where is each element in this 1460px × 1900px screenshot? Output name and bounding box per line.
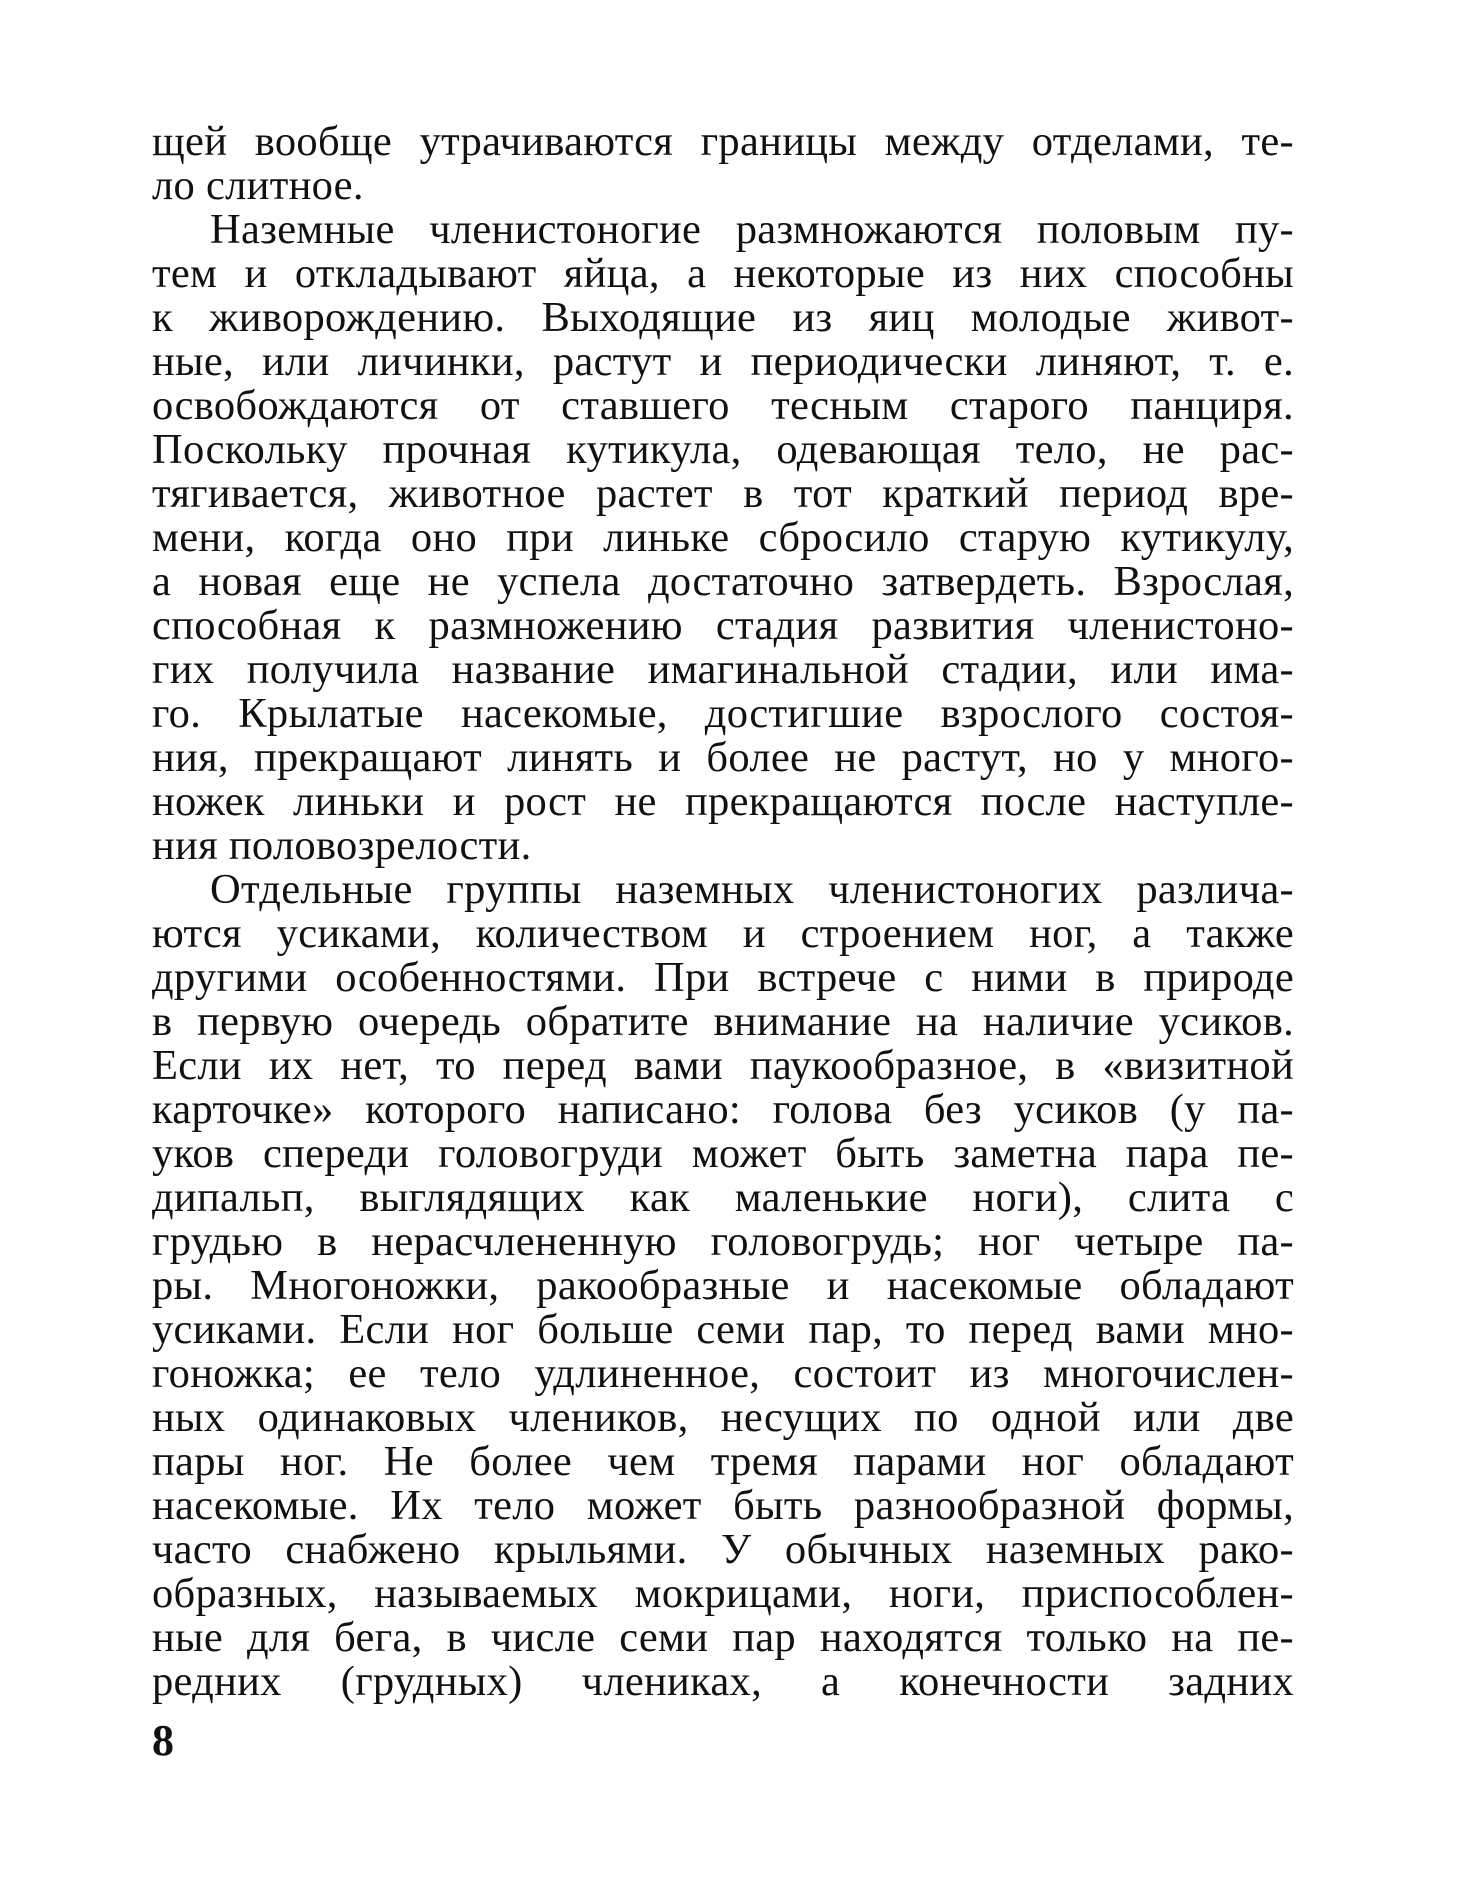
text-line: тягивается, животное растет в тот краткий период вре-: [152, 470, 1294, 517]
text-line: Поскольку прочная кутикула, одевающая тело, не рас-: [152, 426, 1294, 473]
text-line: ных одинаковых члеников, несущих по одной или две: [152, 1394, 1294, 1441]
text-line: насекомые. Их тело может быть разнообразной формы,: [152, 1482, 1294, 1529]
text-line: тем и откладывают яйца, а некоторые из них способны: [152, 250, 1294, 297]
text-line: Если их нет, то перед вами паукообразное, в «визитной: [152, 1042, 1294, 1089]
text-line: ры. Многоножки, ракообразные и насекомые обладают: [152, 1262, 1294, 1309]
text-line: Отдельные группы наземных членистоногих различа-: [210, 866, 1294, 913]
text-line: образных, называемых мокрицами, ноги, приспособлен-: [152, 1570, 1294, 1617]
text-line: пары ног. Не более чем тремя парами ног обладают: [152, 1438, 1294, 1485]
text-line: часто снабжено крыльями. У обычных наземных рако-: [152, 1526, 1294, 1573]
text-line: Наземные членистоногие размножаются половым пу-: [210, 206, 1294, 253]
paragraph: [152, 120, 1294, 208]
text-line: ния половозрелости.: [152, 822, 532, 869]
text-line: в первую очередь обратите внимание на наличие усиков.: [152, 998, 1294, 1045]
text-line: усиками. Если ног больше семи пар, то перед вами мно-: [152, 1306, 1294, 1353]
text-line: способная к размножению стадия развития членистоно-: [152, 602, 1294, 649]
text-line: карточке» которого написано: голова без усиков (у па-: [152, 1086, 1294, 1133]
text-line: ло слитное.: [152, 162, 364, 209]
text-line: ные, или личинки, растут и периодически линяют, т. е.: [152, 338, 1294, 385]
text-line: к живорождению. Выходящие из яиц молодые живот-: [152, 294, 1294, 341]
text-line: а новая еще не успела достаточно затвердеть. Взрослая,: [152, 558, 1294, 605]
text-line: грудью в нерасчлененную головогрудь; ног четыре па-: [152, 1218, 1294, 1265]
paragraph: [152, 868, 1294, 1704]
text-line: гоножка; ее тело удлиненное, состоит из многочислен-: [152, 1350, 1294, 1397]
text-line: освобождаются от ставшего тесным старого панциря.: [152, 382, 1294, 429]
text-line: ные для бега, в числе семи пар находятся только на пе-: [152, 1614, 1294, 1661]
text-line: другими особенностями. При встрече с ними в природе: [152, 954, 1294, 1001]
text-line: го. Крылатые насекомые, достигшие взрослого состоя-: [152, 690, 1294, 737]
text-line: редних (грудных) члениках, а конечности задних: [152, 1658, 1294, 1705]
body-text: [152, 120, 1294, 1704]
text-line: мени, когда оно при линьке сбросило старую кутикулу,: [152, 514, 1294, 561]
paragraph: [152, 208, 1294, 868]
text-line: ножек линьки и рост не прекращаются после наступле-: [152, 778, 1294, 825]
text-line: гих получила название имагинальной стадии, или има-: [152, 646, 1294, 693]
page-number: 8: [152, 1716, 174, 1765]
text-line: уков спереди головогруди может быть заметна пара пе-: [152, 1130, 1294, 1177]
text-line: щей вообще утрачиваются границы между отделами, те-: [152, 118, 1294, 165]
text-line: дипальп, выглядящих как маленькие ноги), слита с: [152, 1174, 1294, 1221]
text-line: ния, прекращают линять и более не растут, но у много-: [152, 734, 1294, 781]
text-line: ются усиками, количеством и строением ног, а также: [152, 910, 1294, 957]
